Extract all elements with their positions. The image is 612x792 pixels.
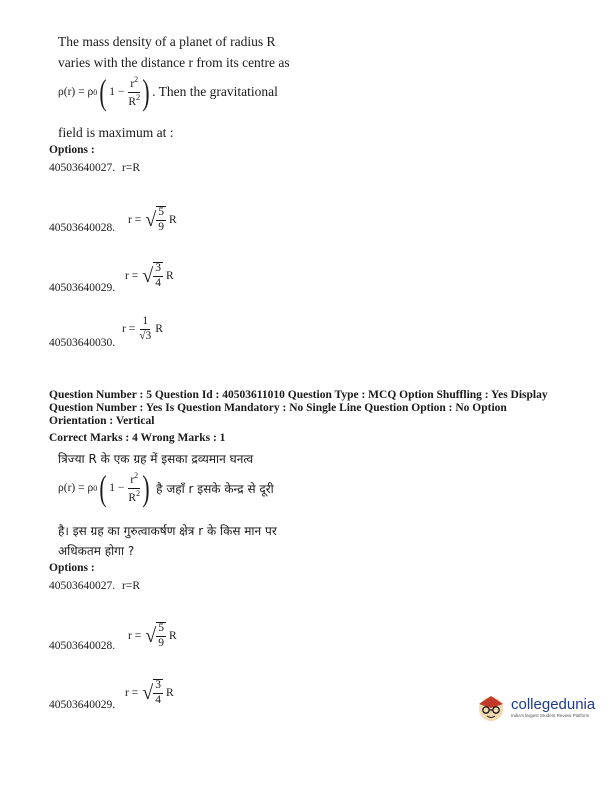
q5-marks: Correct Marks : 4 Wrong Marks : 1 [49,432,226,444]
formula-num: r [130,78,135,90]
right-paren: ) [142,72,150,112]
option-lhs: r = [128,629,142,642]
q5-hindi-line1: त्रिज्या R के एक ग्रह में इसका द्रव्यमान घनत्व [58,452,254,466]
sqrt-symbol: √ $\frac{3}{4}$ [142,679,161,706]
sqrt-symbol: √ $\frac{5}{9}$ [145,206,164,233]
q5-meta-line1: Question Number : 5 Question Id : 40503611010 Question Type : MCQ Option Shuffling : Yes Display [49,389,548,401]
formula-fraction [128,76,140,108]
formula-lhs: ρ(r) = ρ [58,482,94,494]
option-tail: R [168,629,177,642]
q5-meta-line3: Orientation : Vertical [49,415,155,427]
option-tail: R [165,686,174,699]
formula-den-sup: 2 [136,92,141,102]
q5-meta-line2: Question Number : Yes Is Question Mandatory : No Single Line Question Option : No Option [49,402,507,414]
q4-option-1 [49,162,140,174]
q5-option-2-expr [128,622,177,649]
q4-option-4-id: 40503640030. [49,337,116,349]
option-tail: R [155,323,163,335]
option-expr: r=R [122,580,140,592]
option-num: 3 [153,680,163,694]
q5-option-3-id: 40503640029. [49,699,116,711]
formula-fraction [128,472,140,504]
formula-num-sup: 2 [134,471,139,481]
option-lhs: r = [125,686,139,699]
option-num: 3 [153,263,163,277]
option-den: 4 [155,693,161,706]
q5-options-label: Options : [49,562,95,574]
option-lhs: r = [125,269,139,282]
q4-option-3-id: 40503640029. [49,282,116,294]
q5-density-formula [58,470,274,506]
option-num: 5 [156,207,166,221]
q4-text-line2: varies with the distance r from its centre as [58,55,290,70]
q4-option-4-expr [122,316,163,342]
left-paren: ( [99,468,107,508]
option-num: 5 [156,623,166,637]
q5-option-1 [49,580,140,592]
option-den: √3 [139,329,152,342]
option-fraction [139,316,151,342]
formula-sub: 0 [93,87,98,97]
formula-den: R [128,491,137,504]
option-den: 9 [158,636,164,649]
q5-hindi-line4: अधिकतम होगा ? [58,544,135,558]
option-lhs: r = [128,213,142,226]
formula-lhs: ρ(r) = ρ [58,86,94,98]
option-id: 40503640027. [49,580,116,592]
logo-name: collegedunia [511,696,596,713]
left-paren: ( [99,72,107,112]
option-tail: R [165,269,174,282]
formula-one: 1 − [109,86,125,98]
option-lhs: r = [122,323,136,335]
formula-trailing-text: है जहाँ r इसके केन्द्र से दूरी [156,481,274,496]
option-den: 9 [158,220,164,233]
option-id: 40503640027. [49,162,116,174]
formula-num-sup: 2 [134,75,139,85]
option-den: 4 [155,276,161,289]
formula-one: 1 − [109,482,125,494]
sqrt-symbol: √ $\frac{3}{4}$ [142,262,161,289]
q4-option-2-expr [128,206,177,233]
mascot-icon [474,690,508,724]
q4-option-2-id: 40503640028. [49,222,116,234]
formula-den-sup: 2 [136,488,141,498]
q4-text-line4: field is maximum at : [58,125,174,140]
q4-option-3-expr [125,262,174,289]
q5-option-3-expr [125,679,174,706]
right-paren: ) [142,468,150,508]
option-tail: R [168,213,177,226]
formula-den: R [128,95,137,108]
collegedunia-logo [474,690,595,724]
formula-num: r [130,474,135,486]
q4-text-line1: The mass density of a planet of radius R [58,34,276,49]
sqrt-symbol: √ $\frac{5}{9}$ [145,622,164,649]
q4-density-formula [58,74,278,110]
formula-trailing-text: . Then the gravitational [152,84,278,99]
q5-option-2-id: 40503640028. [49,640,116,652]
option-num: 1 [140,316,150,330]
q5-hindi-line3: है। इस ग्रह का गुरुत्वाकर्षण क्षेत्र r के किस मान पर [58,524,277,538]
formula-sub: 0 [93,483,98,493]
logo-tagline: India's largest Student Review Platform [511,713,590,718]
q4-options-label: Options : [49,144,95,156]
option-expr: r=R [122,162,140,174]
